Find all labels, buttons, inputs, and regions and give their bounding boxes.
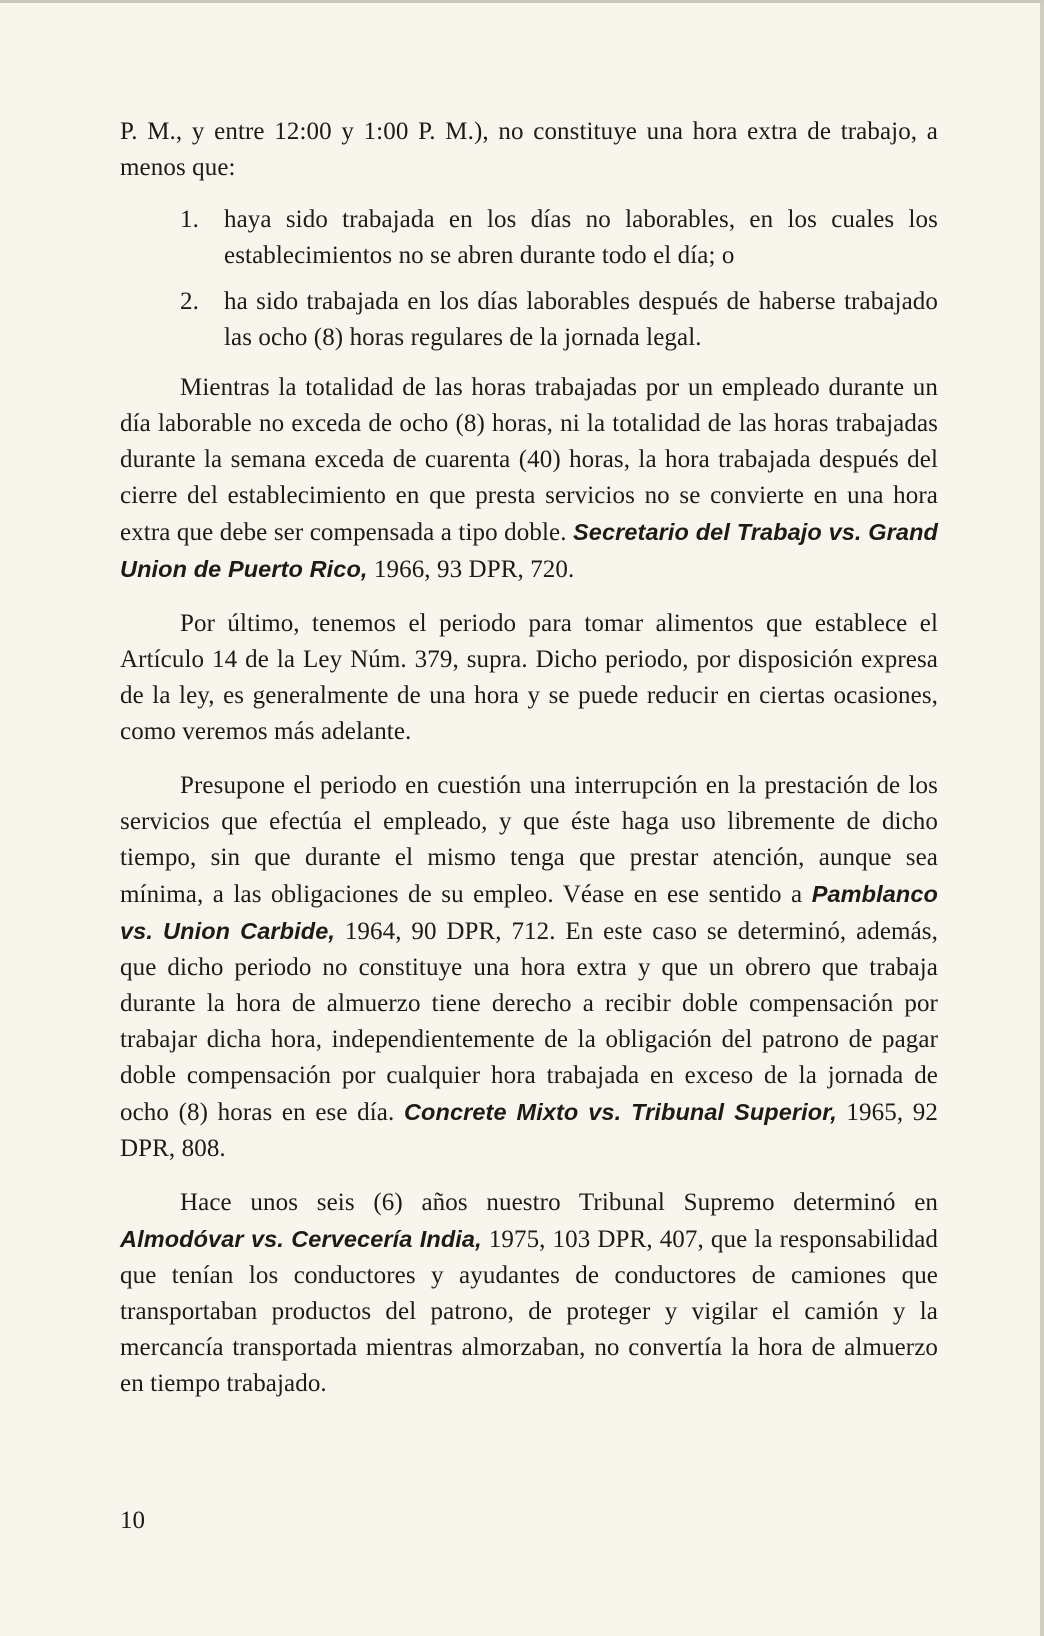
list-item-text: ha sido trabajada en los días laborables después de haberse trabajado las ocho (8) horas regulares de la jornada legal.: [224, 288, 938, 351]
paragraph-text: 1964, 90 DPR, 712. En este caso se determinó, además, que dicho periodo no constituye una hora extra y que un obrero que trabaja durante la hora de almuerzo tiene derecho a recibir doble compensación por trabajar dicha hora, independientemente de la obligación del patrono de pagar doble compensación por cualquier hora trabajada en exceso de la jornada de ocho (8) horas en ese día.: [120, 918, 938, 1126]
list-item: [120, 202, 938, 274]
paragraph-text: Mientras la totalidad de las horas trabajadas por un empleado durante un día laborable no exceda de ocho (8) horas, ni la totalidad de las horas trabajadas durante la semana exceda de cuarenta (40) horas, la hora trabajada después del cierre del establecimiento en que presta servicios no se convierte en una hora extra que debe ser compensada a tipo doble.: [120, 374, 938, 546]
paragraph-overtime: [120, 370, 938, 588]
page-number: 10: [120, 1507, 145, 1534]
numbered-list: [120, 202, 938, 356]
paragraph-text: 1975, 103 DPR, 407, que la responsabilidad que tenían los conductores y ayudantes de conductores de camiones que transportaban productos del patrono, de proteger y vigilar el camión y la mercancía transportada mientras almorzaban, no convertía la hora de almuerzo en tiempo trabajado.: [120, 1226, 938, 1397]
paragraph-supreme-court: [120, 1185, 938, 1402]
list-item-number: 2.: [180, 288, 199, 315]
paragraph-text: 1965, 92 DPR, 808.: [120, 1099, 938, 1162]
paragraph-text: Hace unos seis (6) años nuestro Tribunal Supremo determinó en: [180, 1189, 938, 1216]
case-citation: Almodóvar vs. Cervecería India,: [120, 1226, 482, 1252]
case-citation: Concrete Mixto vs. Tribunal Superior,: [403, 1099, 837, 1125]
paragraph-text: Presupone el periodo en cuestión una interrupción en la prestación de los servicios que efectúa el empleado, y que éste haga uso libremente de dicho tiempo, sin que durante el mismo tenga que prestar atención, aunque sea mínima, a las obligaciones de su empleo. Véase en ese sentido a: [120, 772, 938, 908]
paragraph-text: 1966, 93 DPR, 720.: [367, 556, 575, 583]
case-citation: Secretario del Trabajo vs. Grand Union de Puerto Rico,: [120, 519, 938, 582]
case-citation: Pamblanco vs. Union Carbide,: [120, 881, 938, 944]
page-body: [120, 114, 938, 1420]
list-item: [120, 284, 938, 356]
paragraph-interruption: [120, 768, 938, 1167]
list-item-number: 1.: [180, 206, 199, 233]
list-item-text: haya sido trabajada en los días no laborables, en los cuales los establecimientos no se abren durante todo el día; o: [224, 206, 938, 269]
paragraph-meal-period: Por último, tenemos el periodo para tomar alimentos que establece el Artículo 14 de la Ley Núm. 379, supra. Dicho periodo, por disposición expresa de la ley, es generalmente de una hora y se puede reducir en ciertas ocasiones, como veremos más adelante.: [120, 610, 938, 745]
intro-paragraph: P. M., y entre 12:00 y 1:00 P. M.), no constituye una hora extra de trabajo, a menos que:: [120, 118, 938, 181]
